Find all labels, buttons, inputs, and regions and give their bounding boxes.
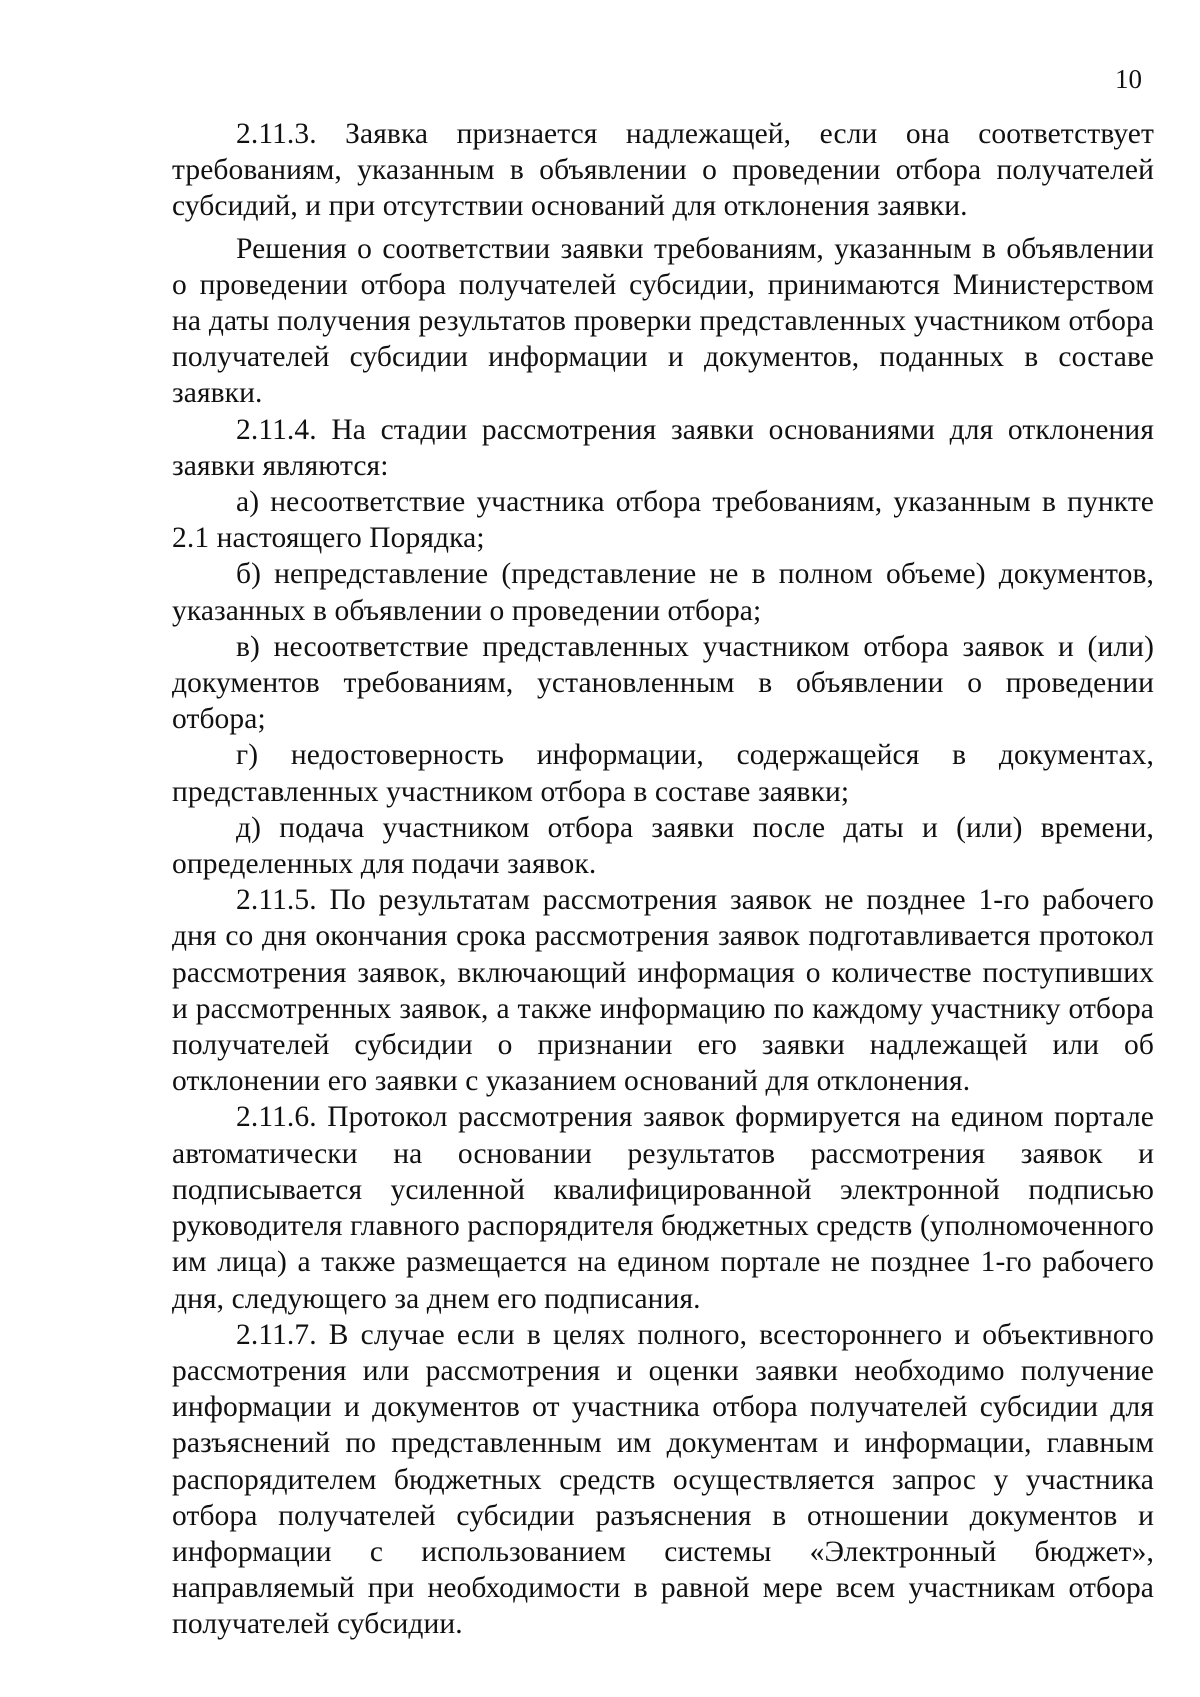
page-number: 10 <box>1115 64 1142 94</box>
paragraph-decision: Решения о соответствии заявки требованиям, указанным в объявлении о проведении отбора получателей субсидии, принимаются Министерством на даты получения результатов проверки представленных участником отбора получателей субсидии информации и документов, поданных в составе заявки. <box>172 232 1154 410</box>
list-item-v: в) несоответствие представленных участником отбора заявок и (или) документов требованиям, установленным в объявлении о проведении отбора; <box>172 630 1154 736</box>
list-item-a: а) несоответствие участника отбора требованиям, указанным в пункте 2.1 настоящего Порядка; <box>172 486 1154 555</box>
paragraph-2-11-3: 2.11.3. Заявка признается надлежащей, если она соответствует требованиям, указанным в объявлении о проведении отбора получателей субсидий, и при отсутствии оснований для отклонения заявки. <box>172 118 1154 223</box>
document-body <box>172 116 1154 1643</box>
paragraph-2-11-4: 2.11.4. На стадии рассмотрения заявки основаниями для отклонения заявки являются: <box>172 413 1154 482</box>
list-item-g: г) недостоверность информации, содержащейся в документах, представленных участником отбора в составе заявки; <box>172 739 1154 808</box>
list-item-b: б) непредставление (представление не в полном объеме) документов, указанных в объявлении о проведении отбора; <box>172 558 1154 627</box>
paragraph-2-11-5: 2.11.5. По результатам рассмотрения заявок не позднее 1-го рабочего дня со дня окончания срока рассмотрения заявок подготавливается протокол рассмотрения заявок, включающий информация о количестве поступивших и рассмотренных заявок, а также информацию по каждому участнику отбора получателей субсидии о признании его заявки надлежащей или об отклонении его заявки с указанием оснований для отклонения. <box>172 884 1154 1098</box>
list-item-d: д) подача участником отбора заявки после даты и (или) времени, определенных для подачи заявок. <box>172 811 1154 881</box>
paragraph-2-11-6: 2.11.6. Протокол рассмотрения заявок формируется на едином портале автоматически на основании результатов рассмотрения заявок и подписывается усиленной квалифицированной электронной подписью руководителя главного распорядителя бюджетных средств (уполномоченного им лица) а также размещается на едином портале не позднее 1-го рабочего дня, следующего за днем его подписания. <box>172 1101 1154 1315</box>
paragraph-2-11-7: 2.11.7. В случае если в целях полного, всестороннего и объективного рассмотрения или рассмотрения и оценки заявки необходимо получение информации и документов от участника отбора получателей субсидии для разъяснений по представленным им документам и информации, главным распорядителем бюджетных средств осуществляется запрос у участника отбора получателей субсидии разъяснения в отношении документов и информации с использованием системы «Электронный бюджет», направляемый при необходимости в равной мере всем участникам отбора получателей субсидии. <box>172 1318 1154 1641</box>
